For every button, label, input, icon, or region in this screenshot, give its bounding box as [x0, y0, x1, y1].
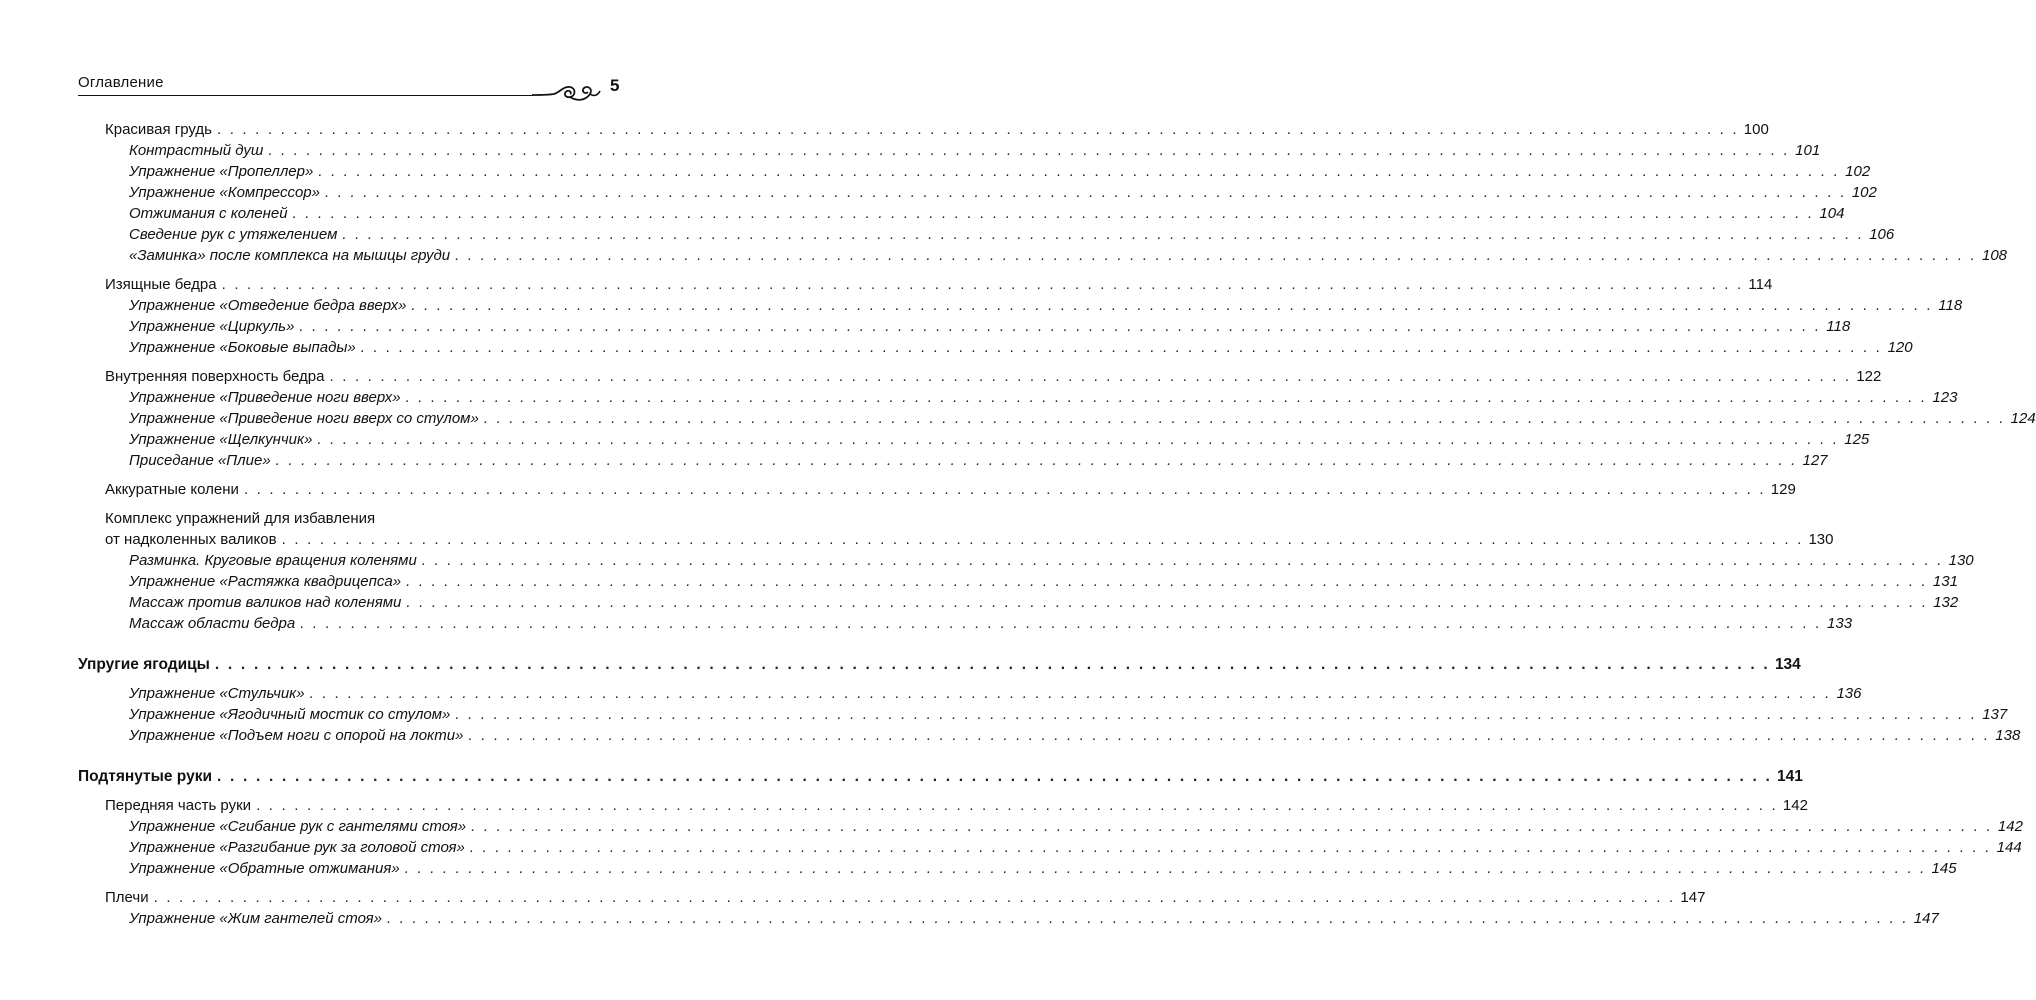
dot-leader: . . . . . . . . . . . . . . . . . . . . . . . . . . . . . . . . . . . . . . . . . . . . . . . . . . . . . . . . . . . . . . . . . . . . . . . . . . . . . . . . . . . . . . . . . . . . . . . . . . . . . . . . . . . . . . . . . . . . . . . .	[300, 615, 1823, 632]
dot-leader: . . . . . . . . . . . . . . . . . . . . . . . . . . . . . . . . . . . . . . . . . . . . . . . . . . . . . . . . . . . . . . . . . . . . . . . . . . . . . . . . . . . . . . . . . . . . . . . . . . . . . . . . . . . . . . . . . . . . . . . .	[471, 818, 1993, 835]
toc-item	[78, 181, 1877, 202]
dot-leader: . . . . . . . . . . . . . . . . . . . . . . . . . . . . . . . . . . . . . . . . . . . . . . . . . . . . . . . . . . . . . . . . . . . . . . . . . . . . . . . . . . . . . . . . . . . . . . . . . . . . . . . . . . . . . . . . . . . . . . . .	[405, 389, 1928, 406]
page-number: 5	[610, 76, 620, 95]
toc-item	[78, 591, 1959, 612]
toc-entry-page: 136	[1836, 685, 1862, 702]
toc-entry-page: 127	[1802, 452, 1828, 469]
flourish-ornament-icon	[530, 80, 602, 108]
toc-chapter	[78, 653, 1801, 674]
toc-entry-label: Плечи	[105, 889, 149, 906]
toc-entry-label: Упражнение «Щелкунчик»	[129, 431, 313, 448]
dot-leader: . . . . . . . . . . . . . . . . . . . . . . . . . . . . . . . . . . . . . . . . . . . . . . . . . . . . . . . . . . . . . . . . . . . . . . . . . . . . . . . . . . . . . . . . . . . . . . . . . . . . . . . . . . . . . . . . . . . . . . . .	[281, 531, 1804, 548]
dot-leader: . . . . . . . . . . . . . . . . . . . . . . . . . . . . . . . . . . . . . . . . . . . . . . . . . . . . . . . . . . . . . . . . . . . . . . . . . . . . . . . . . . . . . . . . . . . . . . . . . . . . . . . . . . . . . . . . . . . . . . . .	[309, 685, 1832, 702]
running-title: Оглавление	[78, 74, 164, 91]
toc-item	[78, 836, 2022, 857]
dot-leader: . . . . . . . . . . . . . . . . . . . . . . . . . . . . . . . . . . . . . . . . . . . . . . . . . . . . . . . . . . . . . . . . . . . . . . . . . . . . . . . . . . . . . . . . . . . . . . . . . . . . . . . . . . . . . . . . . . . . . . . .	[386, 910, 1909, 927]
toc-item	[78, 682, 1862, 703]
toc-entry-label: Отжимания с коленей	[129, 205, 288, 222]
dot-leader: . . . . . . . . . . . . . . . . . . . . . . . . . . . . . . . . . . . . . . . . . . . . . . . . . . . . . . . . . . . . . . . . . . . . . . . . . . . . . . . . . . . . . . . . . . . . . . . . . . . . . . . . . . . . . . . . . . . . . . . .	[268, 142, 1791, 159]
dot-leader: . . . . . . . . . . . . . . . . . . . . . . . . . . . . . . . . . . . . . . . . . . . . . . . . . . . . . . . . . . . . . . . . . . . . . . . . . . . . . . . . . . . . . . . . . . . . . . . . . . . . . . . . . . . . . . . . . . . . . . . .	[404, 860, 1927, 877]
toc-entry-page: 104	[1819, 205, 1845, 222]
toc-item	[78, 857, 1957, 878]
toc-entry-page: 132	[1933, 594, 1959, 611]
toc-item	[78, 570, 1958, 591]
dot-leader: . . . . . . . . . . . . . . . . . . . . . . . . . . . . . . . . . . . . . . . . . . . . . . . . . . . . . . . . . . . . . . . . . . . . . . . . . . . . . . . . . . . . . . . . . . . . . . . . . . . . . . . . . . . . . . . . . . . . . . . .	[221, 276, 1744, 293]
dot-leader: . . . . . . . . . . . . . . . . . . . . . . . . . . . . . . . . . . . . . . . . . . . . . . . . . . . . . . . . . . . . . . . . . . . . . . . . . . . . . . . . . . . . . . . . . . . . . . . . . . . . . . . . . . . . . . . . . . . . . . . .	[421, 552, 1944, 569]
toc-entry-label: Упражнение «Стульчик»	[129, 685, 305, 702]
toc-entry-page: 106	[1869, 226, 1895, 243]
toc-entry-page: 147	[1913, 910, 1939, 927]
toc-item	[78, 202, 1845, 223]
toc-item	[78, 815, 2023, 836]
dot-leader: . . . . . . . . . . . . . . . . . . . . . . . . . . . . . . . . . . . . . . . . . . . . . . . . . . . . . . . . . . . . . . . . . . . . . . . . . . . . . . . . . . . . . . . . . . . . . . . . . . . . . . . . . . . . . . . . . . . . . . . .	[468, 727, 1991, 744]
toc-entry-page: 123	[1932, 389, 1958, 406]
toc-entry-page: 118	[1938, 297, 1963, 314]
toc-entry-label: Внутренняя поверхность бедра	[105, 368, 325, 385]
toc-item	[78, 407, 2036, 428]
toc-entry-label: Контрастный душ	[129, 142, 264, 159]
dot-leader: . . . . . . . . . . . . . . . . . . . . . . . . . . . . . . . . . . . . . . . . . . . . . . . . . . . . . . . . . . . . . . . . . . . . . . . . . . . . . . . . . . . . . . . . . . . . . . . . . . . . . . . . . . . . . . . . . . . . . . . .	[318, 163, 1841, 180]
toc-item	[78, 160, 1871, 181]
dot-leader: . . . . . . . . . . . . . . . . . . . . . . . . . . . . . . . . . . . . . . . . . . . . . . . . . . . . . . . . . . . . . . . . . . . . . . . . . . . . . . . . . . . . . . . . . . . . . . . . . . . . . . . . . . . . . . . . . . . . . . . .	[411, 297, 1934, 314]
toc-entry-page: 124	[2010, 410, 2036, 427]
toc-entry-label: Упражнение «Боковые выпады»	[129, 339, 356, 356]
dot-leader: . . . . . . . . . . . . . . . . . . . . . . . . . . . . . . . . . . . . . . . . . . . . . . . . . . . . . . . . . . . . . . . . . . . . . . . . . . . . . . . . . . . . . . . . . . . . . . . . . . . . . . . . . . . . . . . . . . . . . . . .	[455, 706, 1978, 723]
toc-item	[78, 612, 1853, 633]
toc-chapter	[78, 765, 1803, 786]
toc-item	[78, 907, 1939, 928]
toc-item	[78, 449, 1828, 470]
toc-entry-page: 142	[1997, 818, 2023, 835]
toc-item	[78, 139, 1821, 160]
page-header	[78, 68, 632, 108]
toc-entry-page: 101	[1795, 142, 1821, 159]
toc-section	[78, 118, 1769, 139]
toc-item	[78, 724, 2021, 745]
dot-leader: . . . . . . . . . . . . . . . . . . . . . . . . . . . . . . . . . . . . . . . . . . . . . . . . . . . . . . . . . . . . . . . . . . . . . . . . . . . . . . . . . . . . . . . . . . . . . . . . . . . . . . . . . . . . . . . . . . . . . . . .	[325, 184, 1847, 201]
dot-leader: . . . . . . . . . . . . . . . . . . . . . . . . . . . . . . . . . . . . . . . . . . . . . . . . . . . . . . . . . . . . . . . . . . . . . . . . . . . . . . . . . . . . . . . . . . . . . . . . . . . . . . . . . . . . . . . . . . . . . . . .	[216, 768, 1773, 785]
dot-leader: . . . . . . . . . . . . . . . . . . . . . . . . . . . . . . . . . . . . . . . . . . . . . . . . . . . . . . . . . . . . . . . . . . . . . . . . . . . . . . . . . . . . . . . . . . . . . . . . . . . . . . . . . . . . . . . . . . . . . . . .	[299, 318, 1822, 335]
toc-item	[78, 336, 1913, 357]
toc-entry-page: 114	[1748, 276, 1773, 293]
toc-section-line1: Комплекс упражнений для избавления	[105, 510, 376, 527]
toc-entry-label: Аккуратные колени	[105, 481, 239, 498]
toc-entry-page: 118	[1826, 318, 1851, 335]
toc-section	[78, 886, 1706, 907]
dot-leader: . . . . . . . . . . . . . . . . . . . . . . . . . . . . . . . . . . . . . . . . . . . . . . . . . . . . . . . . . . . . . . . . . . . . . . . . . . . . . . . . . . . . . . . . . . . . . . . . . . . . . . . . . . . . . . . . . . . . . . . .	[483, 410, 2006, 427]
dot-leader: . . . . . . . . . . . . . . . . . . . . . . . . . . . . . . . . . . . . . . . . . . . . . . . . . . . . . . . . . . . . . . . . . . . . . . . . . . . . . . . . . . . . . . . . . . . . . . . . . . . . . . . . . . . . . . . . . . . . . . . .	[256, 797, 1778, 814]
dot-leader: . . . . . . . . . . . . . . . . . . . . . . . . . . . . . . . . . . . . . . . . . . . . . . . . . . . . . . . . . . . . . . . . . . . . . . . . . . . . . . . . . . . . . . . . . . . . . . . . . . . . . . . . . . . . . . . . . . . . . . . .	[214, 656, 1770, 673]
toc-entry-page: 133	[1827, 615, 1853, 632]
toc-entry-page: 138	[1995, 727, 2021, 744]
dot-leader: . . . . . . . . . . . . . . . . . . . . . . . . . . . . . . . . . . . . . . . . . . . . . . . . . . . . . . . . . . . . . . . . . . . . . . . . . . . . . . . . . . . . . . . . . . . . . . . . . . . . . . . . . . . . . . . . . . . . . . . .	[360, 339, 1883, 356]
dot-leader: . . . . . . . . . . . . . . . . . . . . . . . . . . . . . . . . . . . . . . . . . . . . . . . . . . . . . . . . . . . . . . . . . . . . . . . . . . . . . . . . . . . . . . . . . . . . . . . . . . . . . . . . . . . . . . . . . . . . . . . .	[329, 368, 1852, 385]
toc-entry-label: Упражнение «Циркуль»	[129, 318, 295, 335]
toc-entry-page: 144	[1996, 839, 2022, 856]
toc-entry-label: от надколенных валиков	[105, 531, 277, 548]
toc-section	[78, 365, 1882, 386]
dot-leader: . . . . . . . . . . . . . . . . . . . . . . . . . . . . . . . . . . . . . . . . . . . . . . . . . . . . . . . . . . . . . . . . . . . . . . . . . . . . . . . . . . . . . . . . . . . . . . . . . . . . . . . . . . . . . . . . . . . . . . . .	[406, 573, 1928, 590]
toc-entry-label: Упражнение «Жим гантелей стоя»	[129, 910, 382, 927]
toc-item	[78, 294, 1963, 315]
toc-entry-page: 131	[1932, 573, 1958, 590]
toc-entry-page: 137	[1982, 706, 2008, 723]
toc-entry-label: Упражнение «Сгибание рук с гантелями стоя»	[129, 818, 467, 835]
toc-entry-page: 141	[1777, 768, 1803, 785]
table-of-contents	[78, 118, 2036, 928]
toc-section	[78, 478, 1796, 499]
toc-item	[78, 703, 2008, 724]
toc-entry-label: Массаж области бедра	[129, 615, 296, 632]
toc-entry-page: 120	[1887, 339, 1913, 356]
dot-leader: . . . . . . . . . . . . . . . . . . . . . . . . . . . . . . . . . . . . . . . . . . . . . . . . . . . . . . . . . . . . . . . . . . . . . . . . . . . . . . . . . . . . . . . . . . . . . . . . . . . . . . . . . . . . . . . . . . . . . . . .	[317, 431, 1840, 448]
toc-entry-label: Упражнение «Обратные отжимания»	[129, 860, 400, 877]
toc-entry-label: Упругие ягодицы	[78, 656, 210, 673]
toc-entry-label: Изящные бедра	[105, 276, 217, 293]
toc-item	[78, 386, 1958, 407]
toc-entry-label: Упражнение «Компрессор»	[129, 184, 320, 201]
dot-leader: . . . . . . . . . . . . . . . . . . . . . . . . . . . . . . . . . . . . . . . . . . . . . . . . . . . . . . . . . . . . . . . . . . . . . . . . . . . . . . . . . . . . . . . . . . . . . . . . . . . . . . . . . . . . . . . . . . . . . . . .	[153, 889, 1676, 906]
toc-entry-page: 134	[1774, 656, 1801, 673]
toc-entry-label: Сведение рук с утяжелением	[129, 226, 338, 243]
toc-entry-page: 147	[1680, 889, 1706, 906]
toc-entry-page: 100	[1743, 121, 1769, 138]
dot-leader: . . . . . . . . . . . . . . . . . . . . . . . . . . . . . . . . . . . . . . . . . . . . . . . . . . . . . . . . . . . . . . . . . . . . . . . . . . . . . . . . . . . . . . . . . . . . . . . . . . . . . . . . . . . . . . . . . . . . . . . .	[275, 452, 1798, 469]
toc-entry-page: 108	[1981, 247, 2008, 264]
dot-leader: . . . . . . . . . . . . . . . . . . . . . . . . . . . . . . . . . . . . . . . . . . . . . . . . . . . . . . . . . . . . . . . . . . . . . . . . . . . . . . . . . . . . . . . . . . . . . . . . . . . . . . . . . . . . . . . . . . . . . . . .	[243, 481, 1766, 498]
dot-leader: . . . . . . . . . . . . . . . . . . . . . . . . . . . . . . . . . . . . . . . . . . . . . . . . . . . . . . . . . . . . . . . . . . . . . . . . . . . . . . . . . . . . . . . . . . . . . . . . . . . . . . . . . . . . . . . . . . . . . . . .	[455, 247, 1977, 264]
toc-entry-label: Упражнение «Ягодичный мостик со стулом»	[129, 706, 451, 723]
toc-entry-label: «Заминка» после комплекса на мышцы груди	[129, 247, 451, 264]
dot-leader: . . . . . . . . . . . . . . . . . . . . . . . . . . . . . . . . . . . . . . . . . . . . . . . . . . . . . . . . . . . . . . . . . . . . . . . . . . . . . . . . . . . . . . . . . . . . . . . . . . . . . . . . . . . . . . . . . . . . . . . .	[406, 594, 1929, 611]
dot-leader: . . . . . . . . . . . . . . . . . . . . . . . . . . . . . . . . . . . . . . . . . . . . . . . . . . . . . . . . . . . . . . . . . . . . . . . . . . . . . . . . . . . . . . . . . . . . . . . . . . . . . . . . . . . . . . . . . . . . . . . .	[342, 226, 1865, 243]
toc-item	[78, 549, 1974, 570]
toc-section	[78, 794, 1808, 815]
toc-entry-label: Упражнение «Подъем ноги с опорой на локти»	[129, 727, 464, 744]
toc-entry-label: Разминка. Круговые вращения коленями	[129, 552, 417, 569]
toc-item	[78, 244, 2008, 265]
toc-entry-page: 102	[1851, 184, 1877, 201]
toc-entry-page: 142	[1782, 797, 1808, 814]
toc-entry-label: Массаж против валиков над коленями	[129, 594, 402, 611]
toc-entry-page: 130	[1808, 531, 1834, 548]
toc-entry-label: Упражнение «Пропеллер»	[129, 163, 314, 180]
toc-item	[78, 428, 1870, 449]
toc-item	[78, 223, 1895, 244]
toc-section	[78, 528, 1834, 549]
toc-entry-label: Красивая грудь	[105, 121, 212, 138]
toc-entry-label: Упражнение «Растяжка квадрицепса»	[129, 573, 402, 590]
header-rule	[78, 95, 533, 96]
dot-leader: . . . . . . . . . . . . . . . . . . . . . . . . . . . . . . . . . . . . . . . . . . . . . . . . . . . . . . . . . . . . . . . . . . . . . . . . . . . . . . . . . . . . . . . . . . . . . . . . . . . . . . . . . . . . . . . . . . . . . . . .	[216, 121, 1739, 138]
toc-entry-page: 125	[1844, 431, 1870, 448]
toc-item	[78, 315, 1851, 336]
toc-section	[78, 273, 1773, 294]
toc-entry-page: 145	[1931, 860, 1957, 877]
toc-entry-label: Упражнение «Разгибание рук за головой стоя»	[129, 839, 465, 856]
toc-entry-label: Подтянутые руки	[78, 768, 212, 785]
toc-entry-page: 129	[1770, 481, 1796, 498]
toc-entry-label: Приседание «Плие»	[129, 452, 271, 469]
toc-entry-page: 130	[1948, 552, 1974, 569]
toc-entry-label: Упражнение «Приведение ноги вверх»	[129, 389, 401, 406]
dot-leader: . . . . . . . . . . . . . . . . . . . . . . . . . . . . . . . . . . . . . . . . . . . . . . . . . . . . . . . . . . . . . . . . . . . . . . . . . . . . . . . . . . . . . . . . . . . . . . . . . . . . . . . . . . . . . . . . . . . . . . . .	[469, 839, 1992, 856]
toc-entry-label: Упражнение «Отведение бедра вверх»	[129, 297, 407, 314]
toc-entry-label: Передняя часть руки	[105, 797, 252, 814]
toc-entry-label: Упражнение «Приведение ноги вверх со стулом»	[129, 410, 479, 427]
dot-leader: . . . . . . . . . . . . . . . . . . . . . . . . . . . . . . . . . . . . . . . . . . . . . . . . . . . . . . . . . . . . . . . . . . . . . . . . . . . . . . . . . . . . . . . . . . . . . . . . . . . . . . . . . . . . . . . . . . . . . . . .	[292, 205, 1815, 222]
toc-entry-page: 102	[1845, 163, 1871, 180]
toc-entry-page: 122	[1856, 368, 1882, 385]
